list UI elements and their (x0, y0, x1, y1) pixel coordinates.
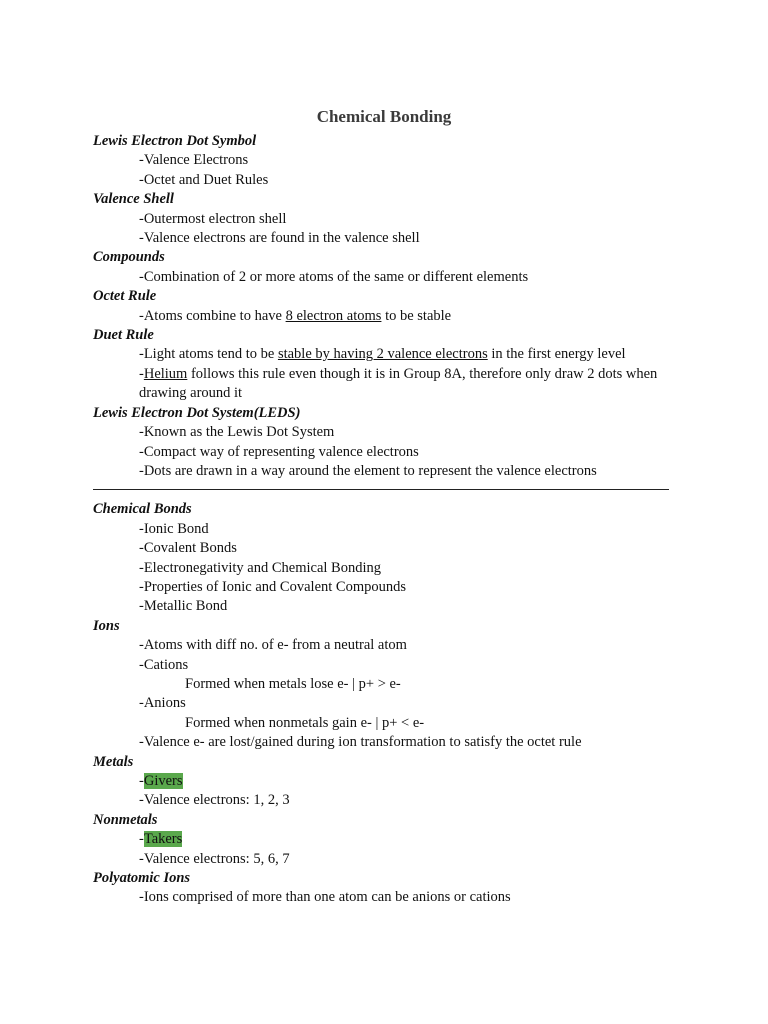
list-item (93, 345, 673, 364)
list-item: -Compact way of representing valence electrons (139, 443, 419, 460)
underlined-text: Helium (143, 365, 188, 382)
list-item: -Known as the Lewis Dot System (139, 424, 335, 441)
sub-list-item: Formed when nonmetals gain e- | p+ < e- (185, 714, 425, 731)
list-item (93, 830, 673, 849)
section-heading: Lewis Electron Dot Symbol (93, 133, 257, 149)
section-lewis-electron-dot-symbol (93, 132, 673, 190)
highlighted-text: Givers (143, 773, 183, 789)
list-item: -Ionic Bond (139, 520, 209, 537)
section-compounds (93, 248, 673, 287)
text-segment: - (139, 365, 144, 382)
text-segment: to be stable (381, 307, 452, 324)
text-segment: in the first energy level (487, 346, 626, 363)
section-duet-rule (93, 326, 673, 404)
section-heading: Valence Shell (93, 191, 174, 208)
text-segment: - (139, 831, 144, 848)
list-item (93, 307, 673, 326)
section-polyatomic-ions (93, 869, 673, 908)
section-heading: Ions (93, 617, 120, 634)
list-item: -Octet and Duet Rules (139, 171, 269, 188)
sub-list-item: Formed when metals lose e- | p+ > e- (185, 675, 401, 692)
text-segment: -Atoms combine to have (139, 307, 286, 324)
text-segment: follows this rule even though it is in Group 8A, therefore only draw 2 dots when drawing around it (139, 365, 658, 402)
list-item: -Covalent Bonds (139, 540, 237, 557)
list-item: -Properties of Ionic and Covalent Compounds (139, 578, 406, 595)
section-heading: Polyatomic Ions (93, 870, 191, 887)
section-leds (93, 404, 673, 482)
section-heading: Lewis Electron Dot System(LEDS) (93, 404, 301, 421)
list-item: -Dots are drawn in a way around the element to represent the valence electrons (139, 462, 597, 479)
text-segment: - (139, 773, 144, 789)
horizontal-divider (93, 489, 669, 490)
section-heading: Octet Rule (93, 288, 157, 305)
list-item: -Electronegativity and Chemical Bonding (139, 559, 382, 576)
list-item: -Ions comprised of more than one atom can be anions or cations (139, 889, 511, 906)
list-item: -Valence electrons: 1, 2, 3 (139, 792, 290, 809)
text-segment: -Light atoms tend to be (139, 346, 278, 363)
section-heading: Metals (93, 753, 134, 770)
document-body (93, 132, 673, 908)
list-item: -Valence e- are lost/gained during ion transformation to satisfy the octet rule (139, 734, 582, 751)
list-item: -Outermost electron shell (139, 210, 287, 227)
list-item: -Combination of 2 or more atoms of the same or different elements (139, 268, 529, 285)
underlined-text: stable by having 2 valence electrons (277, 346, 488, 363)
section-metals (93, 753, 673, 811)
list-item: -Metallic Bond (139, 598, 228, 615)
list-item: -Atoms with diff no. of e- from a neutral atom (139, 637, 407, 654)
section-heading: Nonmetals (93, 811, 158, 828)
highlighted-text: Takers (143, 831, 183, 848)
list-item (93, 365, 673, 404)
list-item (93, 772, 673, 791)
section-chemical-bonds (93, 500, 673, 616)
list-item: -Anions (139, 695, 186, 712)
list-item: -Valence Electrons (139, 152, 249, 169)
underlined-text: 8 electron atoms (285, 307, 382, 324)
section-heading: Chemical Bonds (93, 501, 192, 518)
section-heading: Compounds (93, 249, 165, 266)
list-item: -Cations (139, 656, 189, 673)
list-item: -Valence electrons are found in the valence shell (139, 230, 420, 247)
page-title: Chemical Bonding (316, 107, 452, 126)
section-nonmetals (93, 811, 673, 869)
list-item: -Valence electrons: 5, 6, 7 (139, 850, 290, 867)
section-valence-shell (93, 190, 673, 248)
section-ions (93, 617, 673, 753)
section-heading: Duet Rule (93, 327, 154, 344)
section-octet-rule (93, 287, 673, 326)
